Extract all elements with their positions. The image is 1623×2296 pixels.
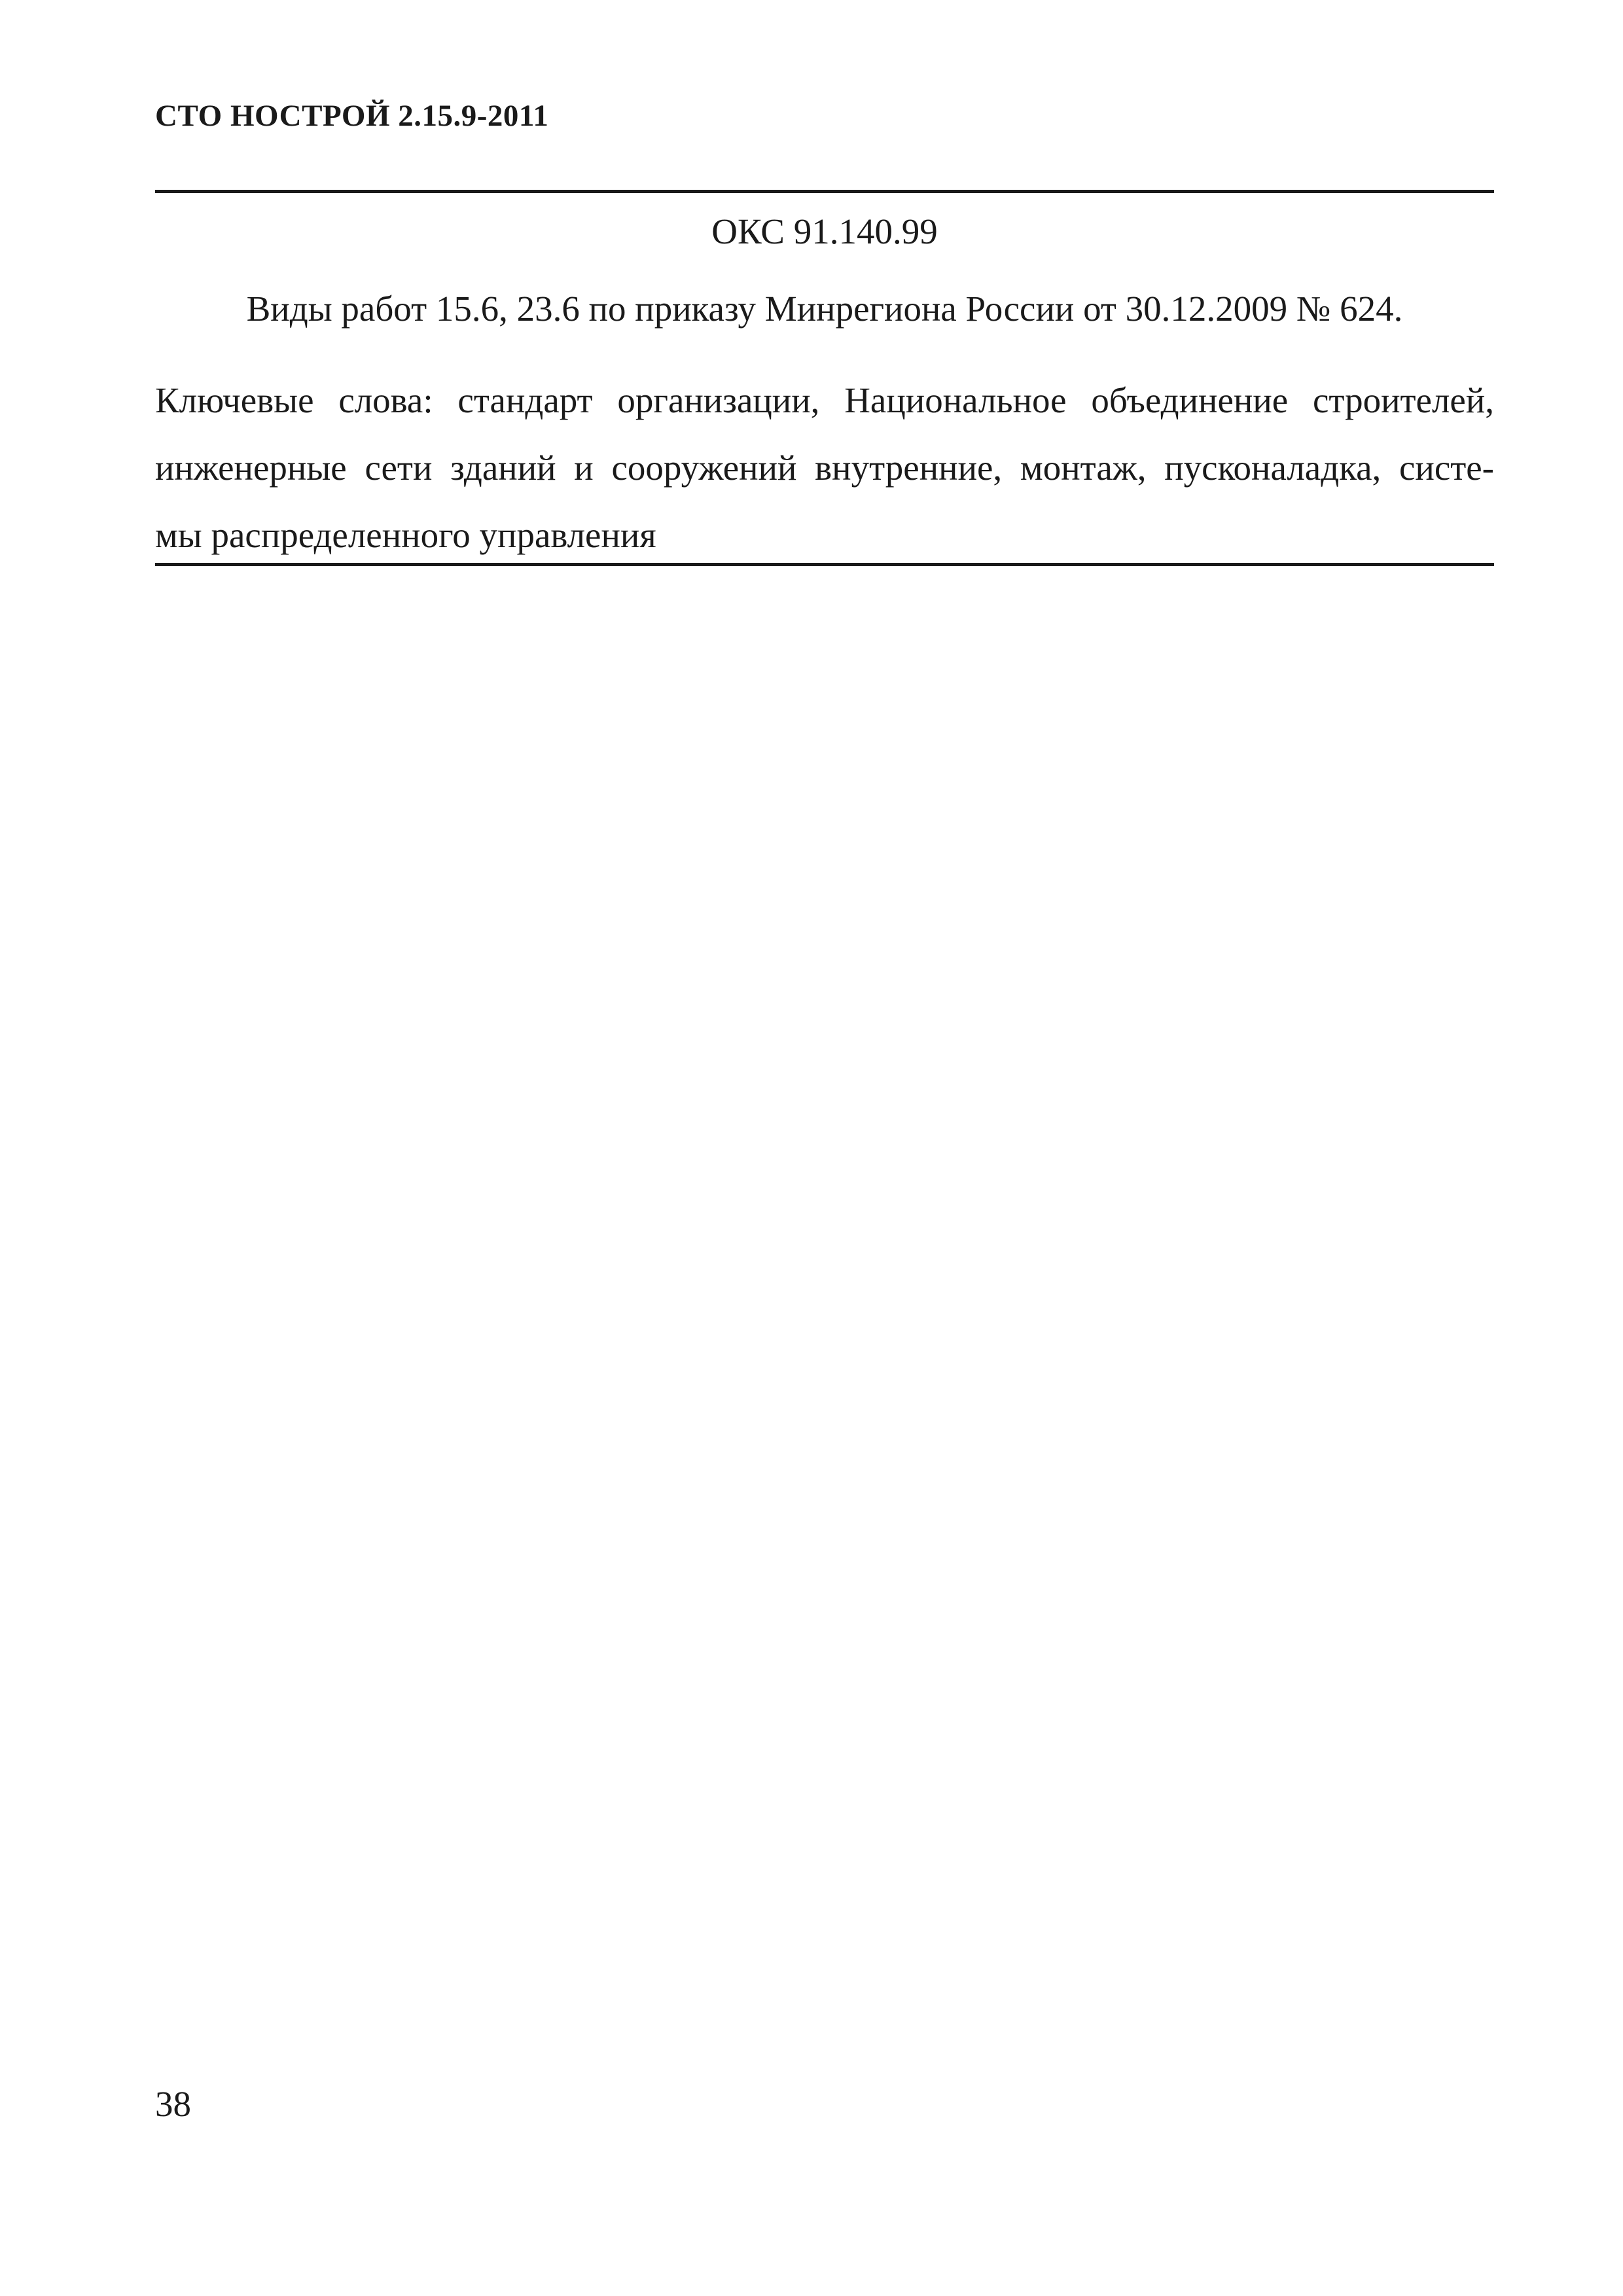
keywords-line-2: инженерные сети зданий и сооружений внутренние, монтаж, пусконаладка, систе- [155, 448, 1494, 488]
document-code-header: СТО НОСТРОЙ 2.15.9-2011 [155, 99, 549, 133]
work-types-line: Виды работ 15.6, 23.6 по приказу Минрегиона России от 30.12.2009 № 624. [246, 289, 1403, 329]
keywords-line-1: Ключевые слова: стандарт организации, Национальное объединение строителей, [155, 380, 1494, 420]
bottom-divider [155, 563, 1494, 566]
keywords-paragraph [155, 367, 1494, 569]
page-number: 38 [155, 2084, 191, 2124]
keywords-line-3: мы распределенного управления [155, 515, 656, 555]
oks-classification: ОКС 91.140.99 [711, 211, 938, 251]
top-divider [155, 190, 1494, 193]
